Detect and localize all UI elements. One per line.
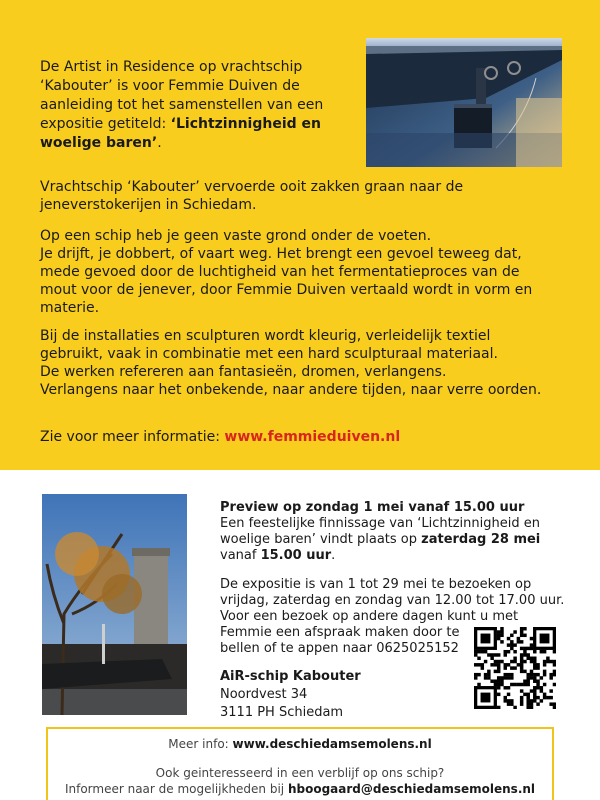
paragraph-line: mout voor de jenever, door Femmie Duiven vertaald wordt in vorm en bbox=[40, 282, 533, 298]
exhibition-title: ‘Lichtzinnigheid en bbox=[170, 116, 321, 132]
venue-city: 3111 PH Schiedam bbox=[220, 705, 344, 720]
event-punctuation: . bbox=[331, 548, 336, 563]
address-block bbox=[220, 668, 361, 722]
femmieduiven-link[interactable]: www.femmieduiven.nl bbox=[224, 429, 401, 445]
visit-line: Femmie een afspraak maken door te bbox=[220, 625, 460, 640]
event-details bbox=[220, 500, 570, 564]
intro-line: ‘Kabouter’ is voor Femmie Duiven de bbox=[40, 78, 300, 94]
paragraph-line: materie. bbox=[40, 300, 100, 316]
ship-hull-photo bbox=[366, 38, 562, 167]
intro-paragraph bbox=[40, 58, 358, 153]
paragraph-floating bbox=[40, 227, 570, 317]
more-info-line bbox=[40, 428, 400, 446]
venue-name: AiR-schip Kabouter bbox=[220, 669, 361, 684]
paragraph-works bbox=[40, 327, 570, 399]
paragraph-line: De werken refereren aan fantasieën, dromen, verlangens. bbox=[40, 364, 447, 380]
intro-line: De Artist in Residence op vrachtschip bbox=[40, 59, 303, 75]
deschiedamsemolens-link[interactable]: www.deschiedamsemolens.nl bbox=[232, 737, 432, 751]
visit-line: De expositie is van 1 tot 29 mei te bezoeken op bbox=[220, 577, 532, 592]
finissage-date: zaterdag 28 mei bbox=[421, 532, 541, 547]
paragraph-line: Bij de installaties en sculpturen wordt kleurig, verleidelijk textiel bbox=[40, 328, 491, 344]
intro-line: expositie getiteld: bbox=[40, 116, 171, 132]
paragraph-line: jeneverstokerijen in Schiedam. bbox=[40, 197, 257, 213]
finissage-time: 15.00 uur bbox=[260, 548, 332, 563]
more-info-label: Zie voor meer informatie: bbox=[40, 429, 225, 445]
footer-more-info bbox=[0, 736, 600, 752]
preview-heading: Preview op zondag 1 mei vanaf 15.00 uur bbox=[220, 500, 525, 515]
footer-more-label: Meer info: bbox=[168, 737, 233, 751]
ship-and-tree-photo bbox=[42, 494, 187, 715]
event-line: vanaf bbox=[220, 548, 261, 563]
paragraph-line: Verlangens naar het onbekende, naar andere tijden, naar verre oorden. bbox=[40, 382, 542, 398]
visit-line: vrijdag, zaterdag en zondag van 12.00 tot 17.00 uur. bbox=[220, 593, 565, 608]
intro-punctuation: . bbox=[157, 135, 162, 151]
paragraph-line: mede gevoed door de luchtigheid van het fermentatieproces van de bbox=[40, 264, 520, 280]
exhibition-title: woelige baren’ bbox=[40, 135, 158, 151]
footer-question: Ook geinteresseerd in een verblijf op ons schip? bbox=[155, 766, 445, 780]
paragraph-line: Je drijft, je dobbert, of vaart weg. Het brengt een gevoel teweeg dat, bbox=[40, 246, 522, 262]
paragraph-line: Op een schip heb je geen vaste grond onder de voeten. bbox=[40, 228, 432, 244]
venue-street: Noordvest 34 bbox=[220, 687, 308, 702]
event-line: Een feestelijke finnissage van ‘Lichtzinnigheid en bbox=[220, 516, 540, 531]
visit-phone-line: bellen of te appen naar 0625025152 bbox=[220, 641, 459, 656]
footer-inform bbox=[0, 781, 600, 797]
contact-email-link[interactable]: hboogaard@deschiedamsemolens.nl bbox=[287, 782, 536, 796]
paragraph-line: Vrachtschip ‘Kabouter’ vervoerde ooit zakken graan naar de bbox=[40, 179, 464, 195]
visit-line: Voor een bezoek op andere dagen kunt u met bbox=[220, 609, 519, 624]
intro-line: aanleiding tot het samenstellen van een bbox=[40, 97, 324, 113]
paragraph-line: gebruikt, vaak in combinatie met een hard sculpturaal materiaal. bbox=[40, 346, 498, 362]
footer-inform-label: Informeer naar de mogelijkheden bij bbox=[64, 782, 288, 796]
qr-code[interactable] bbox=[474, 627, 556, 709]
paragraph-history bbox=[40, 178, 570, 214]
event-line: woelige baren’ vindt plaats op bbox=[220, 532, 422, 547]
